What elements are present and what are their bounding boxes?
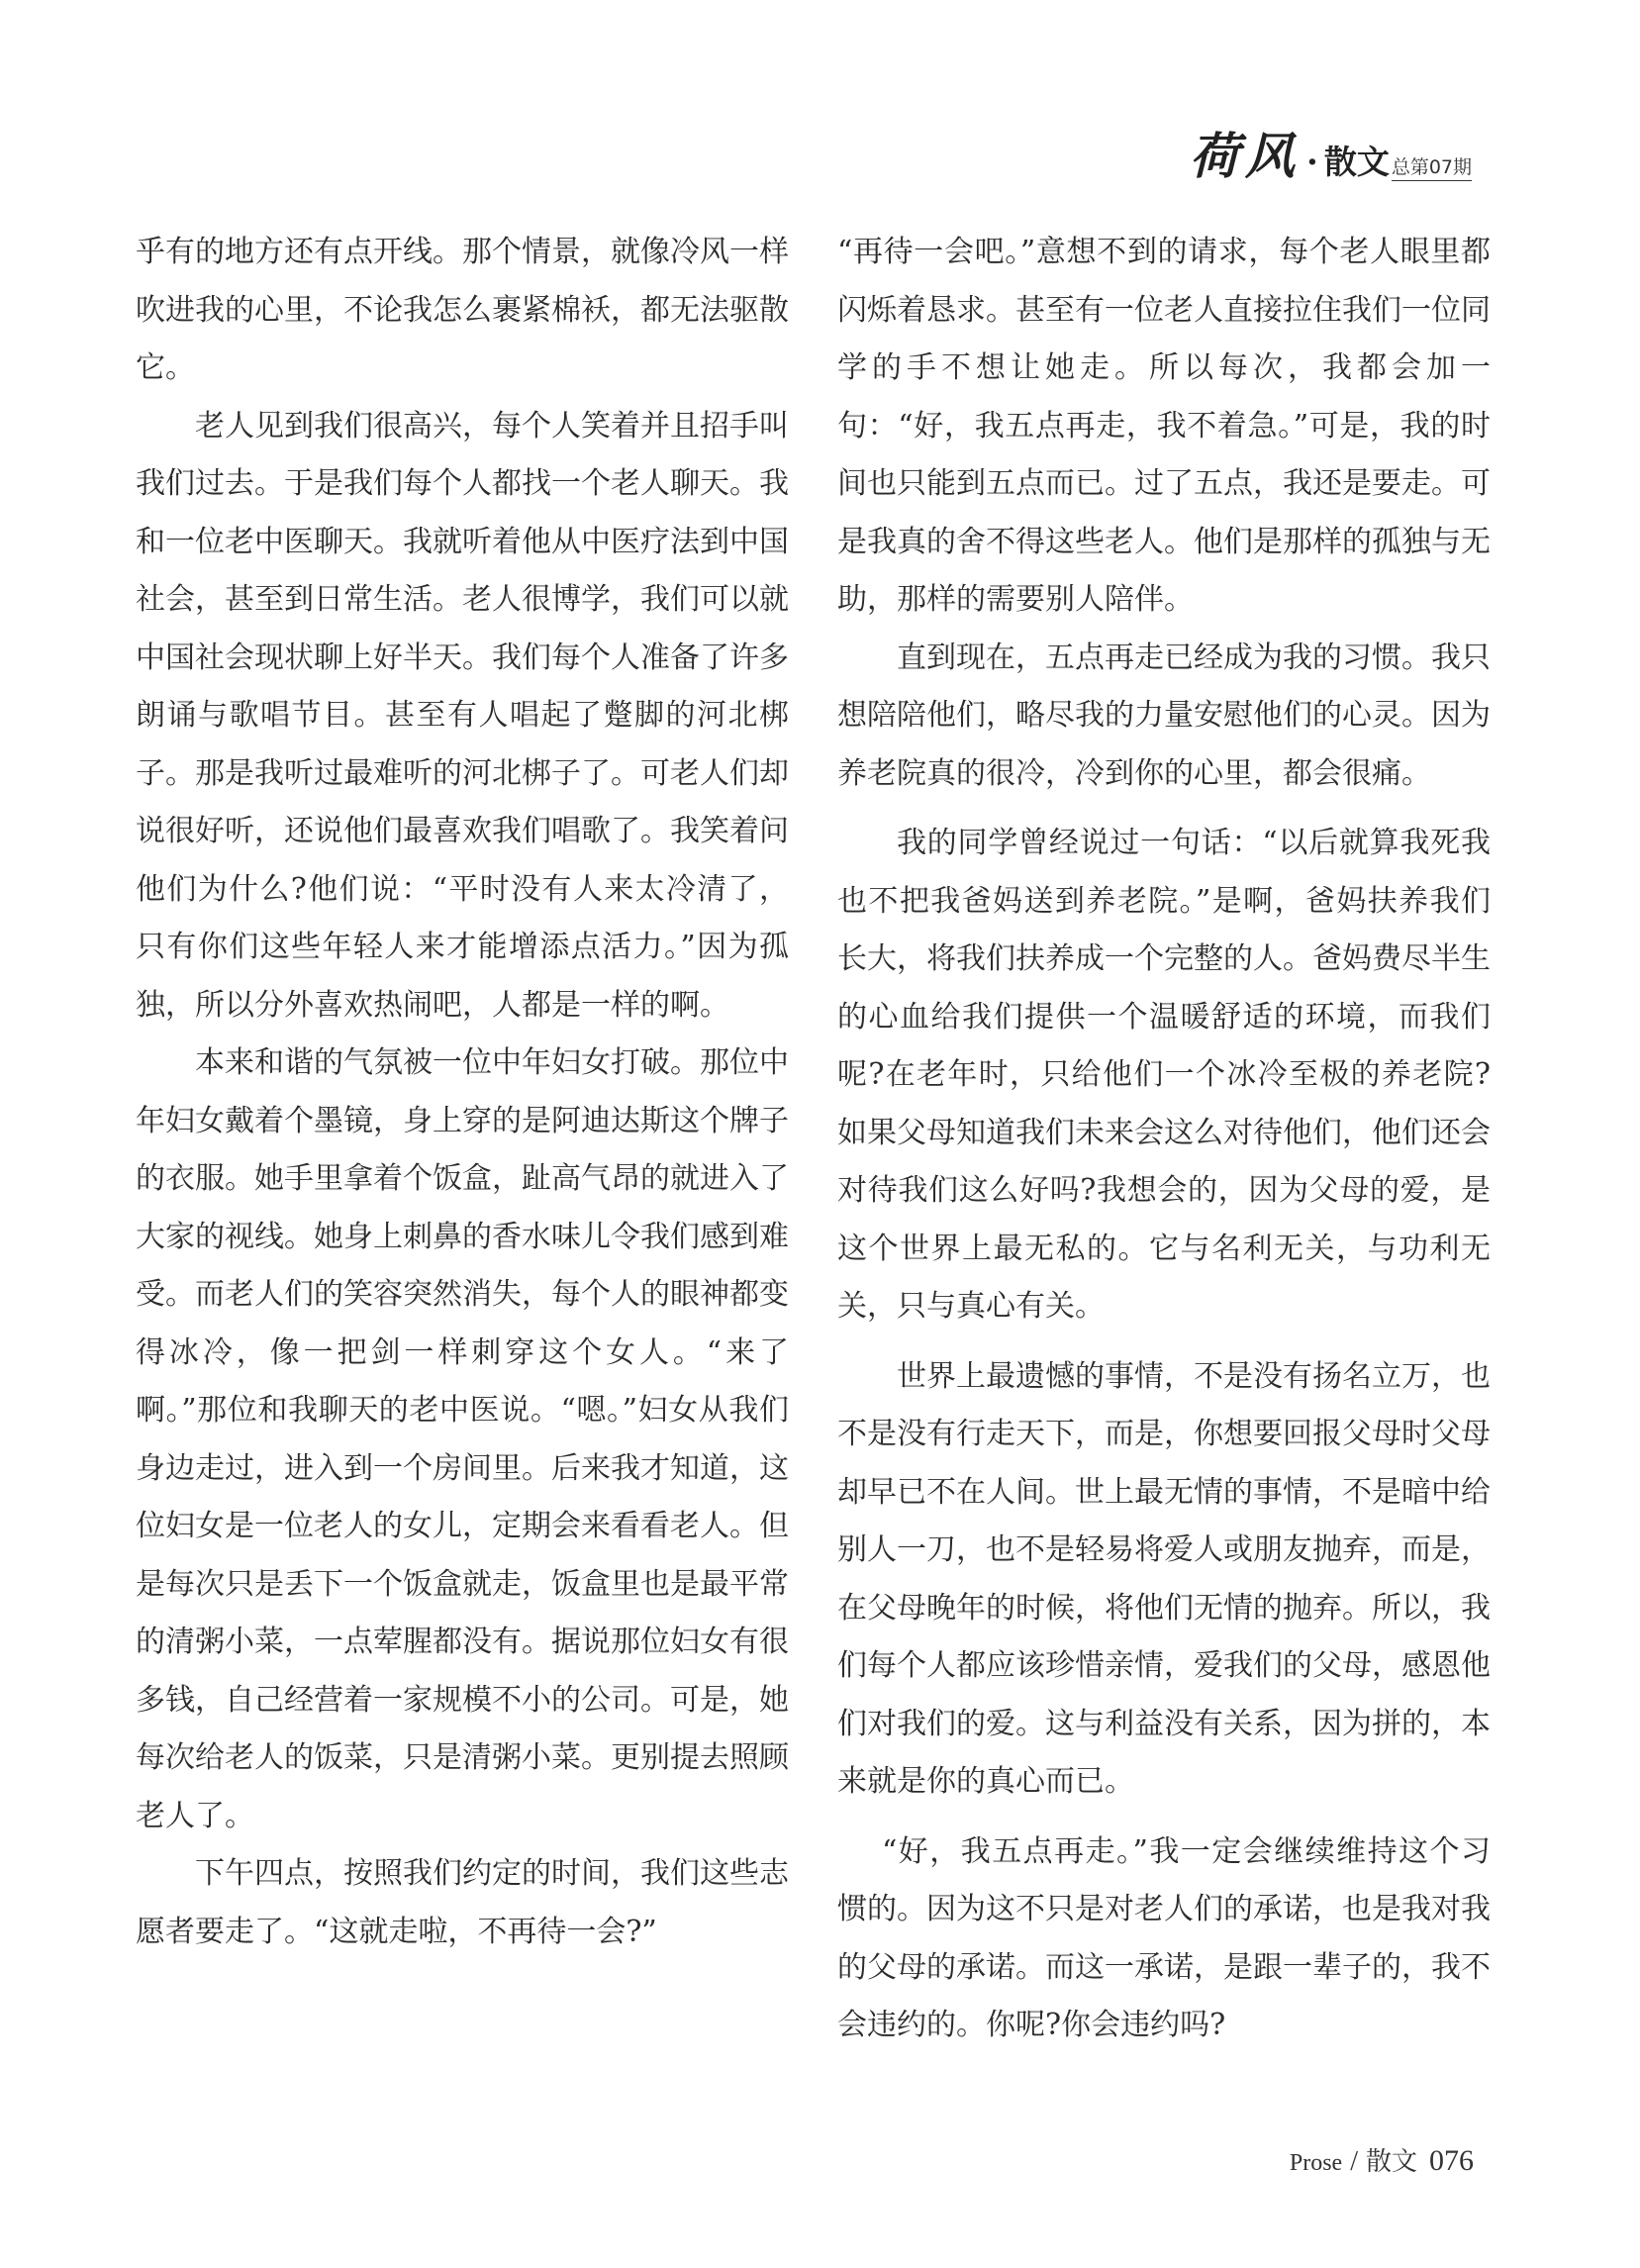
paragraph: 本来和谐的气氛被一位中年妇女打破。那位中年妇女戴着个墨镜，身上穿的是阿迪达斯这个牌子的衣服。她手里拿着个饭盒，趾高气昂的就进入了大家的视线。她身上刺鼻的香水味儿令我们感到难受。而老人们的笑容突然消失，每个人的眼神都变得冰冷，像一把剑一样刺穿这个女人。“来了啊。”那位和我聊天的老中医说。“嗯。”妇女从我们身边走过，进入到一个房间里。后来我才知道，这位妇女是一位老人的女儿，定期会来看看老人。但是每次只是丢下一个饭盒就走，饭盒里也是最平常的清粥小菜，一点荤腥都没有。据说那位妇女有很多钱，自己经营着一家规模不小的公司。可是，她每次给老人的饭菜，只是清粥小菜。更别提去照顾老人了。 [136,1045,789,1833]
paragraph: 老人见到我们很高兴，每个人笑着并且招手叫我们过去。于是我们每个人都找一个老人聊天。我和一位老中医聊天。我就听着他从中医疗法到中国社会，甚至到日常生活。老人很博学，我们可以就中国社会现状聊上好半天。我们每个人准备了许多朗诵与歌唱节目。甚至有人唱起了蹩脚的河北梆子。那是我听过最难听的河北梆子了。可老人们却说很好听，还说他们最喜欢我们唱歌了。我笑着问他们为什么?他们说：“平时没有人来太冷清了，只有你们这些年轻人来才能增添点活力。”因为孤独，所以分外喜欢热闹吧，人都是一样的啊。 [136,408,789,1023]
page-number: 076 [1429,2144,1474,2177]
page-header [1190,117,1472,188]
footer-section-chinese: 散文 [1365,2147,1417,2177]
left-text-column [136,224,789,1961]
paragraph: “再待一会吧。”意想不到的请求，每个老人眼里都闪烁着恳求。甚至有一位老人直接拉住我们一位同学的手不想让她走。所以每次，我都会加一句：“好，我五点再走，我不着急。”可是，我的时间也只能到五点而已。过了五点，我还是要走。可是我真的舍不得这些老人。他们是那样的孤独与无助，那样的需要别人陪伴。 [837,235,1491,617]
section-title: 散文 [1323,143,1390,181]
paragraph: 下午四点，按照我们约定的时间，我们这些志愿者要走了。“这就走啦，不再待一会?” [136,1856,789,1949]
paragraph: 我的同学曾经说过一句话：“以后就算我死我也不把我爸妈送到养老院。”是啊，爸妈扶养我们长大，将我们扶养成一个完整的人。爸妈费尽半生的心血给我们提供一个温暖舒适的环境，而我们呢?在老年时，只给他们一个冰冷至极的养老院?如果父母知道我们未来会这么对待他们，他们还会对待我们这么好吗?我想会的，因为父母的爱，是这个世界上最无私的。它与名利无关，与功利无关，只与真心有关。 [837,826,1491,1324]
footer-slash: / [1350,2146,1358,2177]
right-text-column [837,224,1491,2055]
paragraph: 乎有的地方还有点开线。那个情景，就像冷风一样吹进我的心里，不论我怎么裹紧棉袄，都无法驱散它。 [136,235,789,385]
page-footer [1290,2141,1474,2178]
footer-section-english: Prose [1289,2150,1343,2176]
magazine-logo: 荷风 [1189,127,1301,185]
paragraph: 世界上最遗憾的事情，不是没有扬名立万，也不是没有行走天下，而是，你想要回报父母时父母却早已不在人间。世上最无情的事情，不是暗中给别人一刀，也不是轻易将爱人或朋友抛弃，而是，在父母晚年的时候，将他们无情的抛弃。所以，我们每个人都应该珍惜亲情，爱我们的父母，感恩他们对我们的爱。这与利益没有关系，因为拼的，本来就是你的真心而已。 [837,1358,1491,1799]
paragraph: 直到现在，五点再走已经成为我的习惯。我只想陪陪他们，略尽我的力量安慰他们的心灵。因为养老院真的很冷，冷到你的心里，都会很痛。 [837,640,1491,791]
header-separator: · [1305,143,1318,182]
issue-number: 总第07期 [1392,152,1472,181]
paragraph: “好，我五点再走。”我一定会继续维持这个习惯的。因为这不只是对老人们的承诺，也是我对我的父母的承诺。而这一承诺，是跟一辈子的，我不会违约的。你呢?你会违约吗? [837,1833,1491,2042]
